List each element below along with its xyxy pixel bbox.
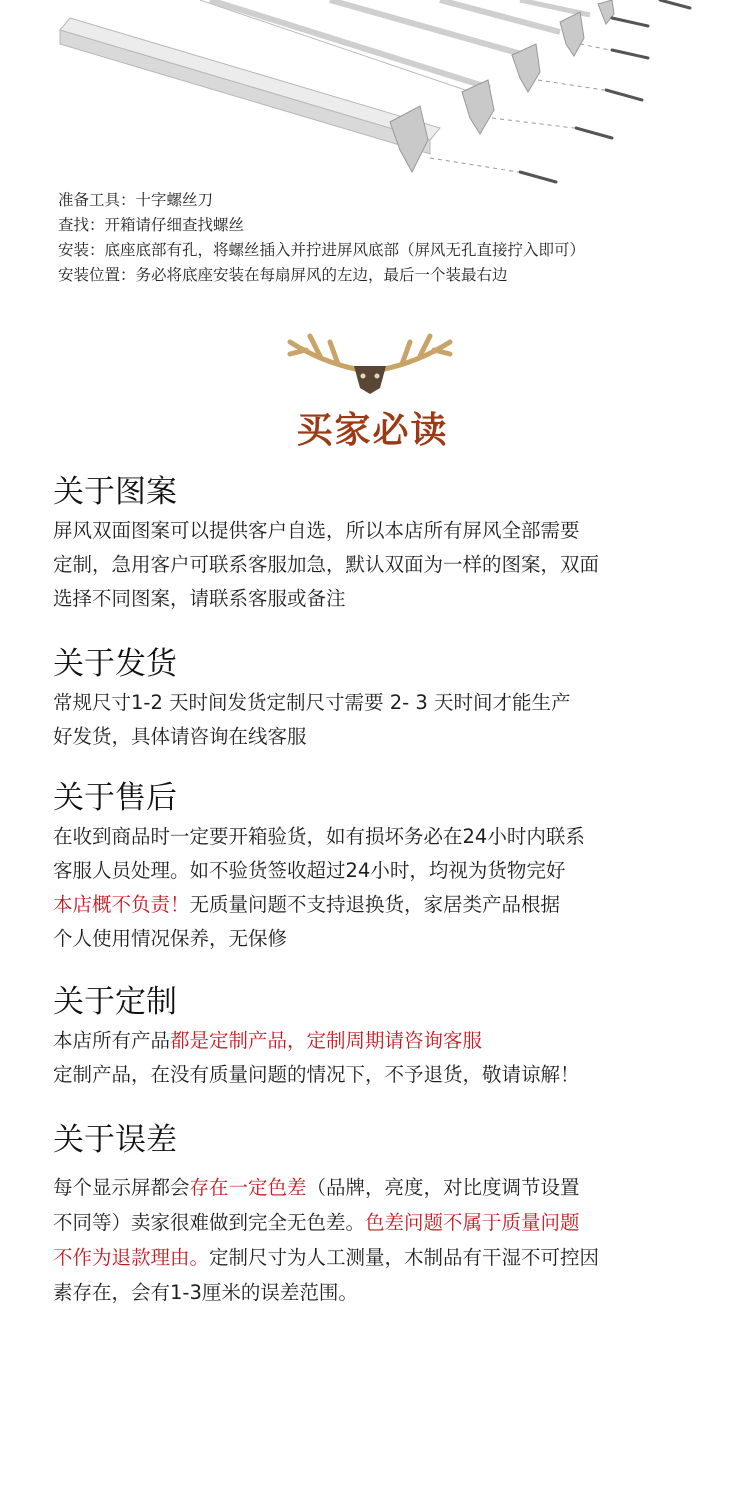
custom-text: 本店所有产品	[53, 1029, 171, 1052]
section-text: 屏风双面图案可以提供客户自选，所以本店所有屏风全部需要	[53, 519, 580, 542]
install-line-tool: 准备工具：十字螺丝刀	[58, 191, 214, 209]
section-text: 好发货，具体请咨询在线客服	[53, 725, 307, 748]
error-text: 定制尺寸为人工测量，木制品有干湿不可控因	[209, 1246, 600, 1269]
section-heading: 关于售后	[53, 780, 177, 816]
custom-highlight: 都是定制产品，定制周期请咨询客服	[170, 1029, 483, 1052]
error-text: （品牌，亮度，对比度调节设置	[306, 1176, 580, 1199]
error-text: 不同等）卖家很难做到完全无色差。	[53, 1211, 366, 1234]
buyer-must-read-title: 买家必读	[296, 410, 449, 451]
aftersale-warning: 客服人员处理。如不验货签收超过24小时，均视为货物完好	[53, 859, 566, 882]
install-line-find: 查找：开箱请仔细查找螺丝	[58, 216, 245, 234]
antler-icon	[280, 328, 460, 396]
section-text: 定制产品，在没有质量问题的情况下，不予退货，敬请谅解！	[53, 1063, 580, 1086]
section-heading: 关于图案	[53, 474, 177, 510]
section-text	[53, 1170, 713, 1205]
section-aftersale	[53, 776, 713, 956]
error-text: 每个显示屏都会	[53, 1176, 190, 1199]
section-text: 常规尺寸1-2 天时间发货定制尺寸需要 2- 3 天时间才能生产	[53, 691, 571, 714]
section-text: 选择不同图案，请联系客服或备注	[53, 587, 346, 610]
section-text	[53, 1240, 713, 1275]
error-highlight: 存在一定色差	[189, 1176, 307, 1199]
error-highlight: 不作为退款理由。	[53, 1246, 210, 1269]
aftersale-text: 无质量问题不支持退换货，家居类产品根据	[189, 893, 561, 916]
section-heading: 关于发货	[53, 646, 177, 682]
install-line-position: 安装位置：务必将底座安装在每扇屏风的左边，最后一个装最右边	[58, 266, 508, 284]
section-heading: 关于定制	[53, 984, 177, 1020]
section-custom	[53, 980, 713, 1092]
error-highlight: 色差问题不属于质量问题	[365, 1211, 580, 1234]
installation-instructions	[58, 188, 585, 288]
section-heading: 关于误差	[53, 1122, 177, 1158]
section-error	[53, 1118, 713, 1310]
aftersale-warning: 本店概不负责！	[53, 893, 190, 916]
section-text: 个人使用情况保养，无保修	[53, 927, 288, 950]
installation-illustration	[0, 0, 745, 185]
screen-panels	[60, 0, 590, 154]
section-pattern	[53, 470, 713, 616]
section-text: 定制，急用客户可联系客服加急，默认双面为一样的图案，双面	[53, 553, 600, 576]
section-shipping	[53, 642, 713, 754]
section-text: 素存在，会有1-3厘米的误差范围。	[53, 1281, 358, 1304]
section-text	[53, 888, 713, 922]
section-text	[53, 1024, 713, 1058]
section-text	[53, 1205, 713, 1240]
aftersale-warning: 在收到商品时一定要开箱验货，如有损坏务必在24小时内联系	[53, 825, 585, 848]
install-line-mount: 安装：底座底部有孔，将螺丝插入并拧进屏风底部（屏风无孔直接拧入即可）	[58, 241, 586, 259]
